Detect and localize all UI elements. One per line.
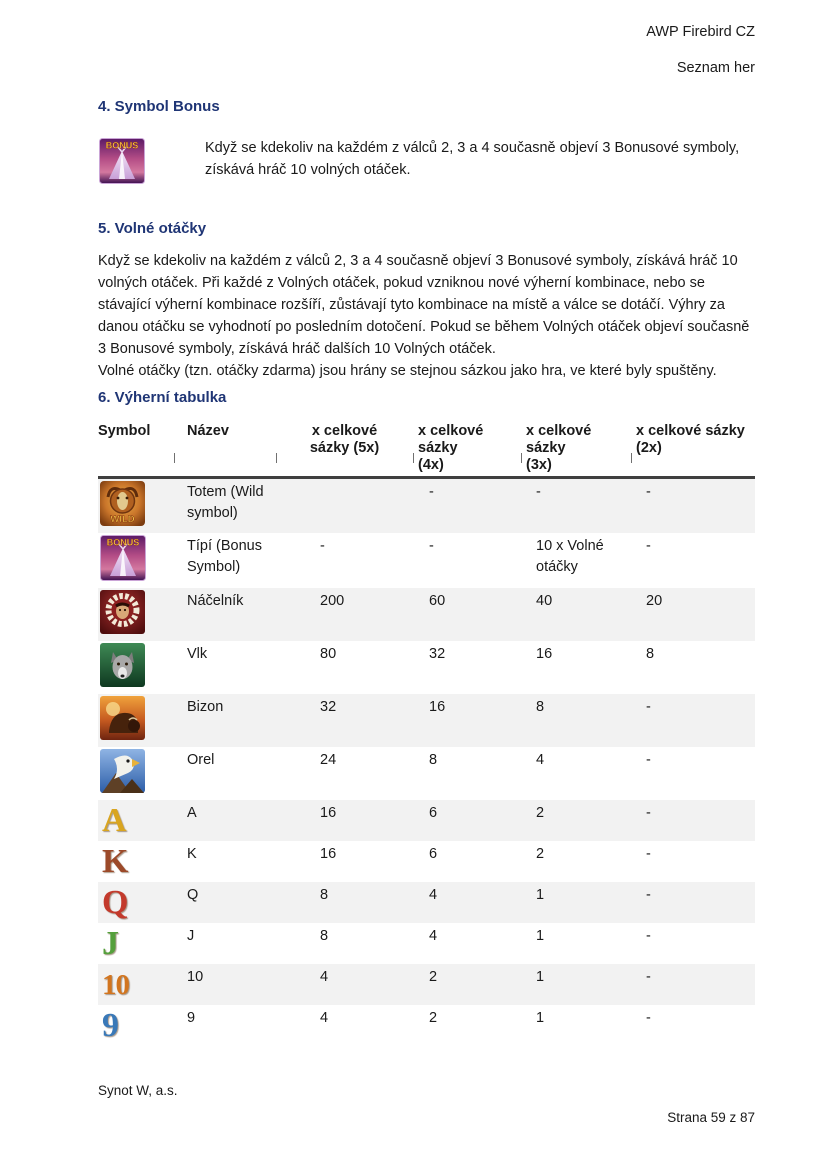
cell-c4-value: 2: [429, 969, 438, 985]
free-spins-text: [98, 250, 758, 382]
cell-c3-value: 1: [536, 969, 545, 985]
cell-c2-value: -: [646, 846, 651, 862]
cell-c2-value: 8: [646, 646, 655, 662]
cell-c5-value: 8: [320, 887, 329, 903]
cell-c5-value: 32: [320, 699, 337, 715]
letter-k-icon: K: [102, 843, 129, 880]
letter-q-icon: Q: [102, 884, 129, 921]
cell-name: Típí (Bonus Symbol): [187, 538, 262, 575]
cell-c5-value: 16: [320, 846, 337, 862]
chief-icon: [100, 622, 145, 638]
cell-c2-value: -: [646, 699, 651, 715]
cell-c4-value: 2: [429, 1010, 438, 1026]
cell-c2-value: -: [646, 969, 651, 985]
cell-c4-value: 32: [429, 646, 446, 662]
cell-symbol: [98, 641, 174, 694]
section-heading-paytable: 6. Výherní tabulka: [98, 389, 227, 406]
table-row: [98, 747, 755, 800]
header-cell-2x: x celkové sázky (2x): [636, 423, 745, 456]
cell-c2-value: -: [646, 484, 651, 500]
cell-c3-value: 40: [536, 593, 553, 609]
doc-subtitle: Seznam her: [676, 60, 755, 76]
cell-c5-value: 16: [320, 805, 337, 821]
cell-c2-value: -: [646, 1010, 651, 1026]
wolf-icon: [100, 675, 145, 691]
cell-c4-value: 4: [429, 928, 438, 944]
cell-c3-value: 1: [536, 1010, 545, 1026]
eagle-icon: [100, 781, 145, 797]
free-spins-paragraph-1: Když se kdekoliv na každém z válců 2, 3 a 4 současně objeví 3 Bonusové symboly, získává hráč 10 volných otáček. Při každé z Volných otáček, pokud vzniknou nové výherní kombinace, nebo se stávající výherní kombinace rozšíří, zůstávají tyto kombinace na místě a válce se dotáčí. Výhry za danou otáčku se vyhodnotí po posledním dotočení. Pokud se během Volných otáček objeví současně 3 Bonusové symboly, získává hráč dalších 10 Volných otáček.: [98, 253, 750, 357]
svg-text:BONUS: BONUS: [106, 537, 140, 548]
header-column-divider: [521, 453, 522, 463]
table-row: [98, 641, 755, 694]
table-row: [98, 800, 755, 841]
page-title: AWP Firebird CZ: [646, 24, 755, 40]
cell-c4-value: 4: [429, 887, 438, 903]
cell-c5-value: -: [320, 538, 325, 554]
cell-c5-value: 4: [320, 1010, 329, 1026]
cell-c4-value: 16: [429, 699, 446, 715]
cell-name: Bizon: [187, 699, 224, 715]
cell-symbol: [98, 964, 174, 1005]
cell-symbol: [98, 747, 174, 800]
cell-c3-value: 10 x Volné otáčky: [536, 538, 604, 575]
cell-c5-value: 4: [320, 969, 329, 985]
cell-c2-value: -: [646, 538, 651, 554]
cell-name: J: [187, 928, 195, 944]
svg-text:BONUS: BONUS: [105, 140, 139, 151]
cell-c5-value: 24: [320, 752, 337, 768]
cell-c3-value: 1: [536, 887, 545, 903]
cell-c5-value: 80: [320, 646, 337, 662]
cell-c4-value: 60: [429, 593, 446, 609]
number-10-icon: 10: [102, 969, 129, 1001]
letter-a-icon: A: [102, 802, 127, 839]
header-cell-4x: x celkové sázky (4x): [418, 423, 484, 473]
cell-symbol: [98, 694, 174, 747]
letter-j-icon: J: [102, 925, 119, 962]
table-row: [98, 964, 755, 1005]
table-row: [98, 479, 755, 533]
table-row: [98, 841, 755, 882]
cell-c4-value: 6: [429, 846, 438, 862]
header-column-divider: [174, 453, 175, 463]
cell-c4-value: -: [429, 484, 434, 500]
table-row: [98, 923, 755, 964]
header-cell-5x: x celkové sázky (5x): [309, 423, 380, 456]
cell-symbol: [98, 533, 174, 588]
cell-symbol: [98, 1005, 174, 1046]
totem-wild-icon: [100, 514, 145, 530]
cell-c4-value: -: [429, 538, 434, 554]
cell-name: Náčelník: [187, 593, 244, 609]
cell-name: Orel: [187, 752, 215, 768]
cell-symbol: [98, 588, 174, 641]
cell-c3-value: 2: [536, 846, 545, 862]
cell-name: Totem (Wild symbol): [187, 484, 264, 521]
cell-c2-value: -: [646, 805, 651, 821]
header-cell-name: Název: [187, 423, 229, 439]
cell-c3-value: 16: [536, 646, 553, 662]
cell-c3-value: -: [536, 484, 541, 500]
cell-c2-value: 20: [646, 593, 663, 609]
cell-name: 10: [187, 969, 204, 985]
free-spins-paragraph-2: Volné otáčky (tzn. otáčky zdarma) jsou hrány se stejnou sázkou jako hra, ve které byly spuštěny.: [98, 363, 717, 379]
cell-name: 9: [187, 1010, 196, 1026]
footer-page-number: Strana 59 z 87: [667, 1110, 755, 1125]
footer-company: Synot W, a.s.: [98, 1083, 178, 1098]
cell-c3-value: 2: [536, 805, 545, 821]
cell-symbol: [98, 841, 174, 882]
cell-c4-value: 8: [429, 752, 438, 768]
header-cell-symbol: Symbol: [98, 423, 151, 439]
header-column-divider: [631, 453, 632, 463]
cell-symbol: [98, 923, 174, 964]
header-column-divider: [276, 453, 277, 463]
cell-c2-value: -: [646, 928, 651, 944]
cell-c5-value: 200: [320, 593, 345, 609]
bison-icon: [100, 728, 145, 744]
section-heading-free-spins: 5. Volné otáčky: [98, 220, 207, 237]
cell-symbol: [98, 479, 174, 533]
tipi-bonus-icon: [99, 138, 145, 184]
paytable: [98, 423, 755, 1046]
table-row: [98, 533, 755, 588]
cell-c5-value: 8: [320, 928, 329, 944]
cell-c3-value: 1: [536, 928, 545, 944]
table-row: [98, 588, 755, 641]
cell-c2-value: -: [646, 887, 651, 903]
table-row: [98, 694, 755, 747]
paytable-body: [98, 479, 755, 1046]
table-header-row: [98, 423, 755, 479]
tipi-bonus-icon: [100, 537, 146, 585]
cell-c3-value: 4: [536, 752, 545, 768]
cell-symbol: [98, 882, 174, 923]
number-9-icon: 9: [102, 1007, 119, 1044]
cell-c4-value: 6: [429, 805, 438, 821]
table-row: [98, 1005, 755, 1046]
cell-name: K: [187, 846, 197, 862]
table-row: [98, 882, 755, 923]
cell-symbol: [98, 800, 174, 841]
svg-text:WILD: WILD: [110, 514, 135, 525]
cell-c3-value: 8: [536, 699, 545, 715]
cell-name: A: [187, 805, 197, 821]
header-column-divider: [413, 453, 414, 463]
cell-c2-value: -: [646, 752, 651, 768]
section-heading-bonus: 4. Symbol Bonus: [98, 98, 220, 115]
cell-c5-value: [276, 479, 413, 533]
header-cell-3x: x celkové sázky (3x): [526, 423, 592, 473]
bonus-description: Když se kdekoliv na každém z válců 2, 3 a 4 současně objeví 3 Bonusové symboly, získává hráč 10 volných otáček.: [205, 140, 740, 178]
bonus-symbol-row: [98, 137, 758, 181]
cell-name: Q: [187, 887, 199, 903]
cell-name: Vlk: [187, 646, 208, 662]
